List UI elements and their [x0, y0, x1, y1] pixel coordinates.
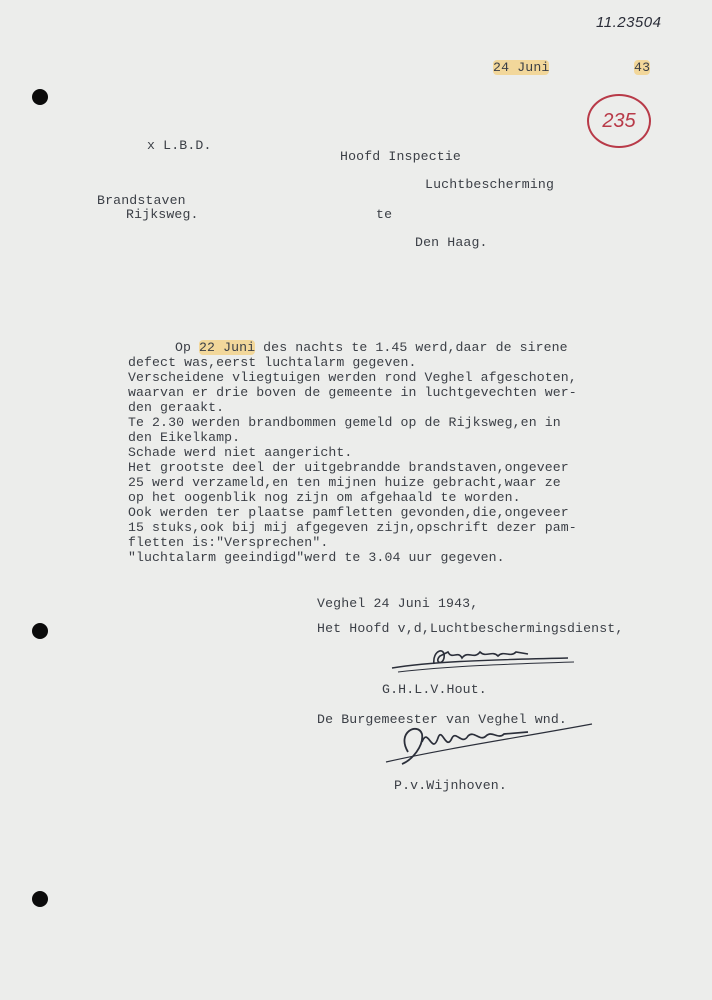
- closing-place-date: Veghel 24 Juni 1943,: [317, 596, 479, 611]
- body-line: Het grootste deel der uitgebrandde brandstaven,ongeveer: [128, 460, 569, 475]
- subject-line-1: Brandstaven: [97, 193, 186, 208]
- signature-hout: [388, 640, 578, 680]
- body-line: waarvan er drie boven de gemeente in luchtgevechten wer-: [128, 385, 577, 400]
- addressee-line-1: Hoofd Inspectie: [340, 149, 461, 164]
- punch-hole: [32, 891, 48, 907]
- body-line: den geraakt.: [128, 400, 225, 415]
- body-line: 25 werd verzameld,en ten mijnen huize gebracht,waar ze: [128, 475, 561, 490]
- body-line: "luchtalarm geeindigd"werd te 3.04 uur gegeven.: [128, 550, 505, 565]
- closing-name-2: P.v.Wijnhoven.: [394, 778, 507, 793]
- addressee-te: te: [376, 207, 393, 222]
- sender-prefix: x L.B.D.: [147, 138, 212, 153]
- archive-number: 11.23504: [596, 14, 662, 31]
- date-year: 43: [634, 60, 651, 75]
- signature-wijnhoven: [378, 712, 598, 774]
- body-line: 15 stuks,ook bij mij afgegeven zijn,opschrift dezer pam-: [128, 520, 577, 535]
- date-day-month: 24 Juni: [493, 60, 550, 75]
- body-line: Schade werd niet aangericht.: [128, 445, 353, 460]
- body-line: fletten is:"Versprechen".: [128, 535, 329, 550]
- registration-stamp: 235: [587, 94, 651, 148]
- body-line: Ook werden ter plaatse pamfletten gevonden,die,ongeveer: [128, 505, 569, 520]
- closing-name-1: G.H.L.V.Hout.: [382, 682, 487, 697]
- body-line: Verscheidene vliegtuigen werden rond Veghel afgeschoten,: [128, 370, 577, 385]
- closing-role-1: Het Hoofd v,d,Luchtbeschermingsdienst,: [317, 621, 624, 636]
- addressee-city: Den Haag.: [415, 235, 488, 250]
- subject-line-2: Rijksweg.: [126, 207, 199, 222]
- body-line: Op 22 Juni des nachts te 1.45 werd,daar de sirene: [175, 340, 568, 355]
- closing-role-2: De Burgemeester van Veghel wnd.: [317, 712, 567, 727]
- punch-hole: [32, 89, 48, 105]
- punch-hole: [32, 623, 48, 639]
- body-line: den Eikelkamp.: [128, 430, 241, 445]
- body-line: op het oogenblik nog zijn om afgehaald te worden.: [128, 490, 521, 505]
- addressee-line-2: Luchtbescherming: [425, 177, 555, 192]
- body-line: defect was,eerst luchtalarm gegeven.: [128, 355, 417, 370]
- body-line: Te 2.30 werden brandbommen gemeld op de Rijksweg,en in: [128, 415, 561, 430]
